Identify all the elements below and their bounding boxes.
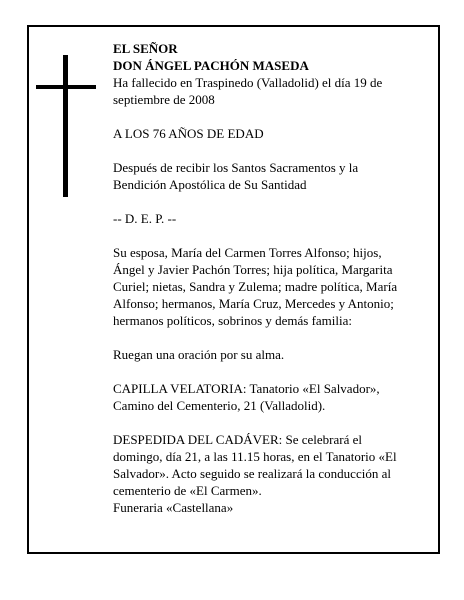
cross-horizontal-bar (36, 85, 96, 89)
sacraments-line: Después de recibir los Santos Sacramentos y la Bendición Apostólica de Su Santidad (113, 160, 359, 192)
family-paragraph: Su esposa, María del Carmen Torres Alfonso; hijos, Ángel y Javier Pachón Torres; hija política, Margarita Curiel; nietas, Sandra y Zulema; madre política, María Alfonso; hermanos, María Cruz, Mercedes y Antonio; hermanos políticos, sobrinos y demás familia: (113, 245, 398, 328)
cross-icon (36, 55, 96, 197)
cross-vertical-bar (63, 55, 68, 197)
chapel-paragraph: CAPILLA VELATORIA: Tanatorio «El Salvador», Camino del Cementerio, 21 (Valladolid). (113, 381, 380, 413)
deceased-name: DON ÁNGEL PACHÓN MASEDA (113, 58, 309, 73)
death-notice: Ha fallecido en Traspinedo (Valladolid) el día 19 de septiembre de 2008 (113, 75, 383, 107)
title-line-1: EL SEÑOR (113, 41, 178, 56)
prayer-line: Ruegan una oración por su alma. (113, 347, 285, 362)
funeral-home-line: Funeraria «Castellana» (113, 500, 234, 515)
rip-line: -- D. E. P. -- (113, 211, 177, 226)
obituary-text (113, 40, 413, 516)
age-line: A LOS 76 AÑOS DE EDAD (113, 126, 264, 141)
farewell-paragraph: DESPEDIDA DEL CADÁVER: Se celebrará el domingo, día 21, a las 11.15 horas, en el Tanatorio «El Salvador». Acto seguido se realizará la conducción al cementerio de «El Carmen». (113, 432, 397, 498)
